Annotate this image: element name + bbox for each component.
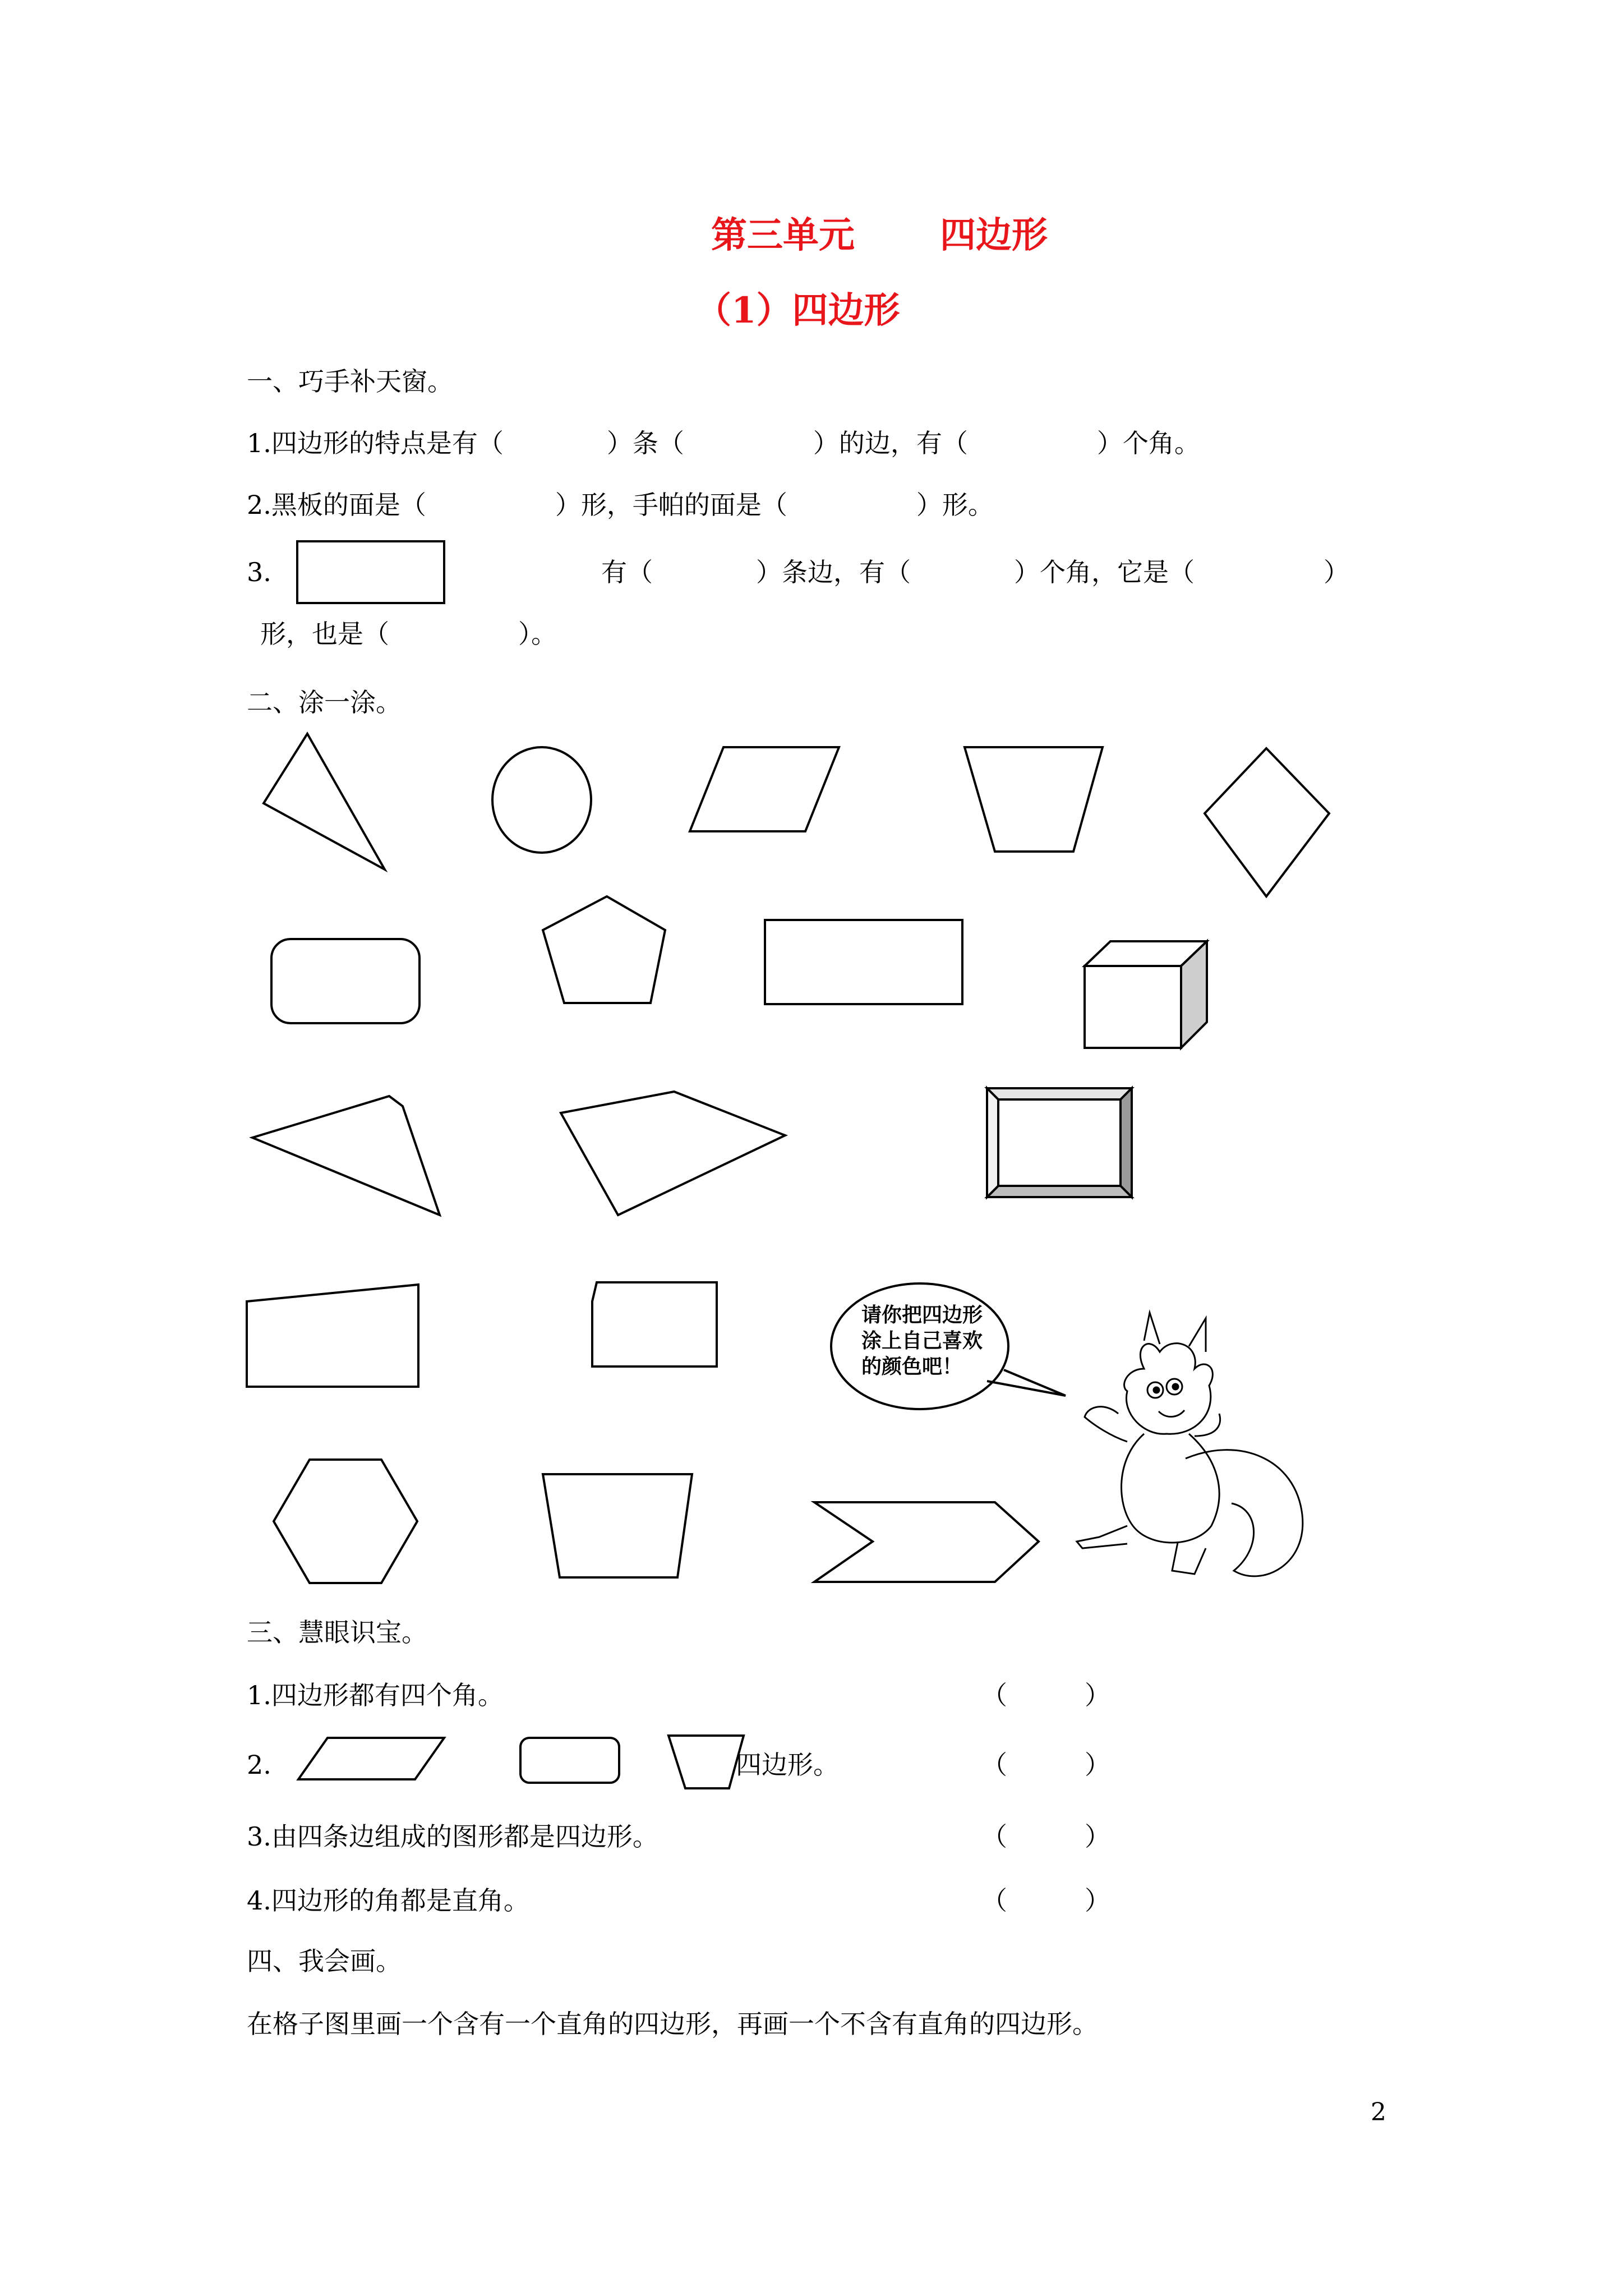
section2-heading: 二、涂一涂。 <box>247 687 402 717</box>
section4-instruction: 在格子图里画一个含有一个直角的四边形，再画一个不含有直角的四边形。 <box>247 2009 1098 2039</box>
shape-trapezoid-inverted <box>965 747 1103 852</box>
shape-quadrilateral-irregular <box>561 1092 785 1215</box>
shape-pentagon <box>543 896 665 1003</box>
shape-cut-corner-rectangle <box>592 1282 717 1366</box>
item2-trapezoid <box>668 1736 744 1788</box>
section3-item-1-text: 1.四边形都有四个角。 <box>247 1680 504 1710</box>
item2-rounded-rectangle <box>520 1738 619 1783</box>
item2-parallelogram <box>298 1738 444 1779</box>
shape-arrow-chevron <box>814 1502 1039 1582</box>
section1-heading: 一、巧手补天窗。 <box>247 366 453 397</box>
section3-item-3-bracket: （ ） <box>981 1821 1110 1852</box>
lesson-title: （1）四边形 <box>695 289 900 332</box>
shape-quadrilateral-kite <box>252 1096 440 1215</box>
section3-item-2-text: 四边形。 <box>736 1750 839 1780</box>
squirrel-illustration <box>1077 1313 1303 1576</box>
section1-question-3-line1: 有（ ）条边，有（ ）个角，它是（ ） <box>601 557 1349 587</box>
shape-rectangle <box>765 920 962 1004</box>
shape-parallelogram <box>690 747 839 831</box>
speech-bubble-text <box>861 1303 983 1380</box>
shape-picture-frame <box>987 1088 1132 1197</box>
section3-item-3-text: 3.由四条边组成的图形都是四边形。 <box>247 1821 658 1852</box>
shape-right-trapezoid <box>247 1285 418 1387</box>
section3-item-4-text: 4.四边形的角都是直角。 <box>247 1885 529 1916</box>
section1-question-3-number: 3. <box>247 557 271 587</box>
section1-question-2: 2.黑板的面是（ ）形，手帕的面是（ ）形。 <box>247 490 994 520</box>
section3-heading: 三、慧眼识宝。 <box>247 1617 427 1648</box>
section4-heading: 四、我会画。 <box>247 1946 402 1976</box>
bubble-line-3: 的颜色吧！ <box>861 1355 963 1378</box>
section3-item-2-number: 2. <box>247 1750 271 1780</box>
page-number: 2 <box>1371 2098 1386 2127</box>
shape-trapezoid-inverted-2 <box>543 1474 692 1577</box>
shape-rounded-rectangle <box>271 939 419 1023</box>
shape-cube <box>1085 941 1207 1048</box>
section1-question-1: 1.四边形的特点是有（ ）条（ ）的边，有（ ）个角。 <box>247 428 1200 458</box>
shape-triangle-1 <box>264 734 385 869</box>
shape-rhombus <box>1205 748 1329 896</box>
bubble-line-2: 涂上自己喜欢 <box>861 1329 983 1352</box>
unit-topic: 四边形 <box>940 214 1048 256</box>
section3-item-1-bracket: （ ） <box>981 1680 1110 1710</box>
section1-question-3-line2: 形，也是（ ）。 <box>260 619 557 649</box>
shape-circle <box>492 747 591 853</box>
section3-item-2-bracket: （ ） <box>981 1750 1110 1780</box>
shape-hexagon <box>274 1460 417 1583</box>
section3-item-4-bracket: （ ） <box>981 1885 1110 1916</box>
unit-title: 第三单元 <box>711 214 855 256</box>
q3-rectangle-shape <box>297 541 444 603</box>
bubble-line-1: 请你把四边形 <box>861 1304 983 1327</box>
